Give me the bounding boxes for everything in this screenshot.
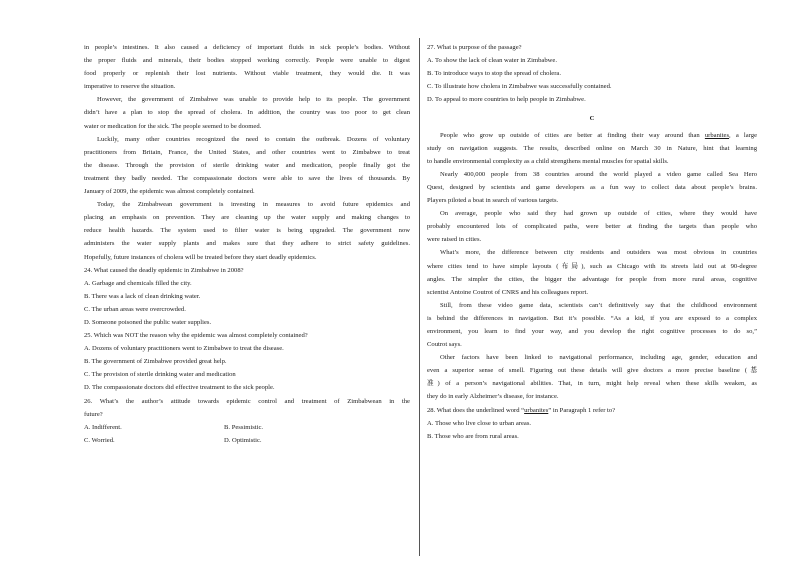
paragraph-1: [427, 129, 757, 168]
option-a[interactable]: A. To show the lack of clean water in Zimbabwe.: [427, 57, 557, 65]
option-c[interactable]: C. The urban areas were overcrowded.: [84, 305, 186, 313]
question-stem: 25. Which was NOT the reason why the epidemic was almost completely contained?: [84, 332, 308, 340]
option-d[interactable]: D. Optimistic.: [224, 436, 262, 444]
text-line: Nearly 400,000 people from 38 countries around the world played a video game called Sea Hero: [440, 170, 757, 178]
options-row: [84, 421, 410, 434]
paragraph-1: [84, 41, 410, 93]
section-heading: C: [589, 115, 595, 123]
text-line: On average, people who said they had grown up outside of cities, where they would have: [440, 210, 757, 218]
option-b[interactable]: B. Pessimistic.: [224, 423, 264, 431]
option-b[interactable]: B. The government of Zimbabwe provided great help.: [84, 358, 227, 366]
text-line: 准) of a person’s navigational abilities. That, in turn, might help reveal when these skills weaken, as: [427, 380, 757, 388]
question-stem: [427, 404, 757, 417]
text-line: Quest, designed by scientists and game developers as a fun way to collect data about people’s brains.: [427, 183, 757, 191]
text-line: to handle environmental complexity as a child strengthens mental muscles for spatial skills.: [427, 157, 669, 165]
right-column: [427, 41, 757, 443]
text-line: they do in early Alzheimer’s disease, for instance.: [427, 393, 559, 401]
option-b[interactable]: B. Those who are from rural areas.: [427, 432, 519, 440]
text-line: Hopefully, future instances of cholera will be treated before they start deadly epidemics.: [84, 253, 317, 261]
option-a[interactable]: A. Those who live close to urban areas.: [427, 419, 532, 427]
paragraph-4: [84, 198, 410, 263]
text-line: Today, the Zimbabwean government is investing in measures to avoid future epidemics and: [97, 201, 410, 209]
text-span: ” in Paragraph 1 refer to?: [548, 406, 616, 414]
text-line: administers the water supply plants and makes sure that they adhere to strict safety guidelines.: [84, 240, 410, 248]
underlined-word: urbanites: [524, 406, 549, 414]
text-span: 28. What does the underlined word “: [427, 406, 525, 414]
text-line: study on navigation suggests. The results, described online on March 30 in Nature, hint that learning: [427, 144, 757, 152]
paragraph-6: [427, 351, 757, 403]
option-b[interactable]: B. There was a lack of clean drinking water.: [84, 292, 201, 300]
option-c[interactable]: C. The provision of sterile drinking water and medication: [84, 371, 236, 379]
text-line: [427, 129, 757, 142]
paragraph-2: [427, 168, 757, 207]
question-24: [84, 264, 410, 329]
paragraph-5: [427, 299, 757, 351]
text-line: didn’t have a plan to stop the spread of cholera. In addition, the country was too poor to get clean: [84, 109, 410, 117]
text-line: were raised in cities.: [427, 236, 482, 244]
underlined-word: urbanites: [704, 131, 730, 139]
question-stem: 27. What is purpose of the passage?: [427, 44, 522, 51]
text-span: , a large: [729, 131, 757, 139]
text-line: imperative to reserve the situation.: [84, 83, 176, 91]
option-c[interactable]: C. Worried.: [84, 436, 115, 444]
text-line: placing an emphasis on prevention. They are cleaning up the water supply and making changes to: [84, 214, 410, 222]
option-d[interactable]: D. To appeal to more countries to help people in Zimbabwe.: [427, 96, 586, 104]
text-line: Other factors have been linked to navigational performance, including age, gender, education and: [440, 354, 757, 362]
option-a[interactable]: A. Dozens of voluntary practitioners went to Zimbabwe to treat the disease.: [84, 345, 284, 353]
text-line: Luckily, many other countries recognized the need to contain the outbreak. Dozens of voluntary: [97, 135, 410, 143]
text-line: treatment they badly needed. The compassionate doctors were able to save the lives of thousands. By: [84, 174, 410, 182]
text-line: reduce health hazards. The system used to filter water is being upgraded. The government now: [84, 227, 410, 235]
text-span: People who grow up outside of cities are better at finding their way around than: [440, 131, 705, 139]
paragraph-4: [427, 246, 757, 298]
option-d[interactable]: D. The compassionate doctors did effective treatment to the sick people.: [84, 384, 275, 392]
left-column: [84, 41, 410, 447]
text-line: Coutrot says.: [427, 341, 462, 349]
text-line: food properly or replenish their lost nutrients. Without viable treatment, they would die. It was: [84, 70, 410, 78]
text-line: scientist Antoine Coutrot of CNRS and his colleagues report.: [427, 288, 588, 296]
text-line: is behind the differences in navigation. But it’s possible. “As a kid, if you are exposed to a complex: [427, 314, 757, 322]
text-line: environment, you learn to find your way, and you develop the right cognitive processes to do so,”: [427, 327, 757, 335]
text-line: January of 2009, the epidemic was almost completely contained.: [84, 188, 255, 196]
text-line: in people’s intestines. It also caused a deficiency of important fluids in sick people’s bodies. Without: [84, 44, 410, 51]
question-stem: 26. What’s the author’s attitude towards epidemic control and treatment of Zimbabwean in the: [84, 397, 410, 405]
paragraph-3: [427, 207, 757, 246]
paragraph-3: [84, 133, 410, 198]
text-line: the disease. Through the provision of sterile drinking water and medication, people finally got the: [84, 161, 410, 169]
question-stem-cont: future?: [84, 410, 103, 418]
text-line: angles. The simpler the cities, the bigger the advantage for people from more rural areas, cognitive: [427, 275, 757, 283]
question-27: [427, 41, 757, 106]
question-26: [84, 395, 410, 447]
text-line: probably encountered lots of complicated paths, were better at finding the targets than people who: [427, 223, 757, 231]
text-line: Players piloted a boat in search of various targets.: [427, 197, 559, 205]
text-line: However, the government of Zimbabwe was unable to provide help to its people. The government: [97, 96, 410, 104]
option-a[interactable]: A. Indifferent.: [84, 423, 122, 431]
question-25: [84, 329, 410, 394]
option-b[interactable]: B. To introduce ways to stop the spread of cholera.: [427, 70, 562, 78]
text-line: the proper fluids and minerals, their bodies stopped working correctly. People were unable to digest: [84, 57, 410, 65]
text-line: even a superior sense of smell. Figuring out these details will give doctors a more precise baseline (基: [427, 367, 757, 375]
text-line: water or medication for the sick. The people seemed to be doomed.: [84, 122, 262, 130]
text-line: where cities tend to have simple layouts (布局), such as Chicago with its streets laid out at 90-degree: [427, 262, 757, 270]
text-line: practitioners from Britain, France, the United States, and other countries went to Zimbabwe to treat: [84, 148, 410, 156]
options-row: [84, 434, 410, 447]
question-stem: 24. What caused the deadly epidemic in Zimbabwe in 2008?: [84, 266, 244, 274]
option-a[interactable]: A. Garbage and chemicals filled the city.: [84, 279, 192, 287]
paragraph-2: [84, 93, 410, 132]
option-d[interactable]: D. Someone poisoned the public water supplies.: [84, 318, 212, 326]
text-line: What’s more, the difference between city residents and outsiders was most obvious in countries: [440, 249, 757, 257]
option-c[interactable]: C. To illustrate how cholera in Zimbabwe was successfully contained.: [427, 83, 612, 91]
column-divider: [419, 38, 420, 556]
question-28: [427, 404, 757, 443]
text-line: Still, from these video game data, scientists can’t definitively say that the childhood environment: [440, 301, 757, 309]
